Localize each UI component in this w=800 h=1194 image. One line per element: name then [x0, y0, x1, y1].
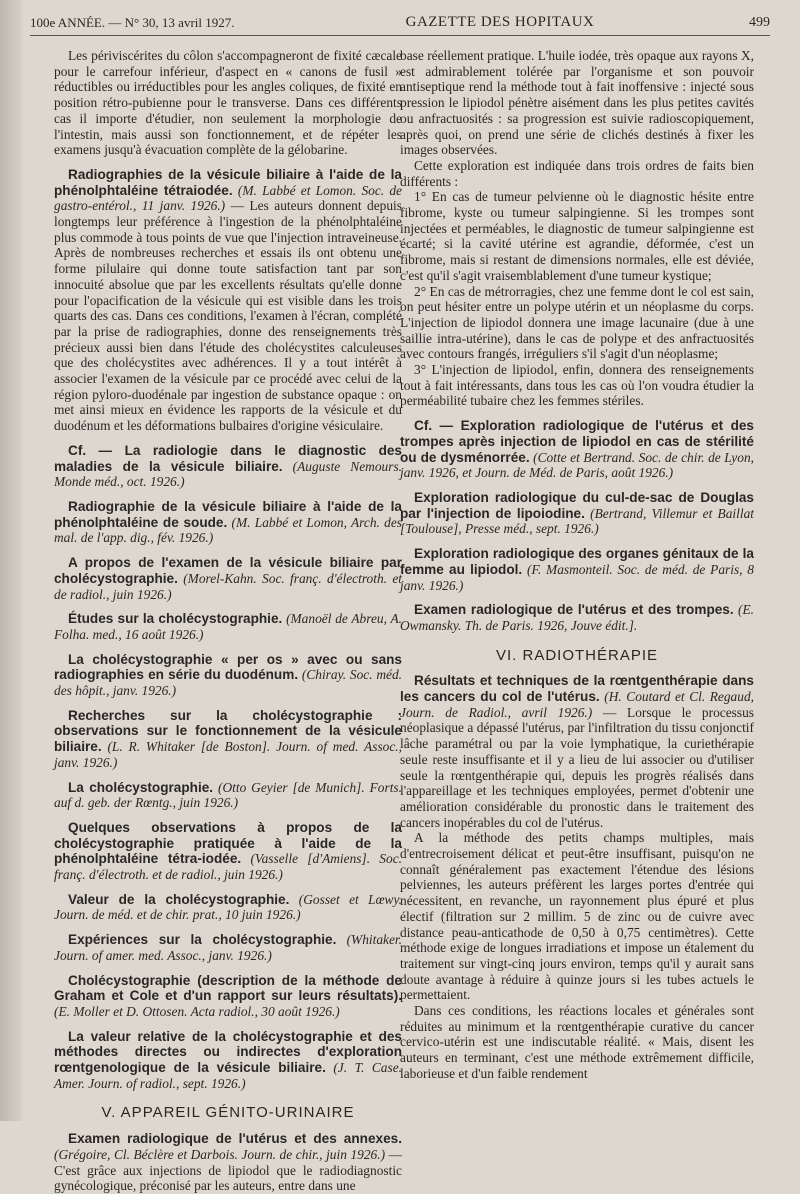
paragraph: Dans ces conditions, les réactions locales et générales sont réduites au minimum et la rœntgenthérapie curative du cancer cervico-utérin est une indiscutable réalité. « Mais, disent les auteurs en terminant, c'est une méthode extrêmement difficile, laborieuse et d'un faible rendement	[400, 1003, 754, 1081]
issue-info: 100e ANNÉE. — N° 30, 13 avril 1927.	[30, 15, 235, 30]
reference-citation: (J. T. Case. Amer. Journ. of radiol., sept. 1926.)	[54, 1060, 402, 1091]
list-item: 3° L'injection de lipiodol, enfin, donnera des renseignements tout à fait intéressants, dans tous les cas où l'on voudra étudier la perméabilité tubaire chez les femmes stériles.	[400, 362, 754, 409]
reference-item	[400, 602, 754, 633]
entry-title: Radiographies de la vésicule biliaire à l'aide de la phénolphtaléine tétraiodée.	[54, 166, 402, 198]
reference-citation: (Vasselle [d'Amiens]. Soc. franç. d'électroth. et de radiol., juin 1926.)	[54, 851, 402, 883]
reference-item	[54, 652, 402, 699]
page-fold-shadow	[0, 0, 22, 1121]
reference-item	[54, 611, 402, 642]
entry-ref: (M. Labbé et Lomon. Soc. de gastro-entérol., 11 janv. 1926.)	[54, 182, 402, 214]
paragraph: A la méthode des petits champs multiples, mais d'entrecroisement délicat et peut-être insuffisant, puisqu'on ne connaît généralement pas exactement l'étendue des lésions pelviennes, les auteurs préfèrent les larges portes d'entrée qui nécessitent, en revanche, un rayonnement plus épuré et plus électif (filtration sur 2 millim. 5 de zinc ou de cuivre avec distance peau-anticathode de 0,50 à 0,75 centimètres). Cette méthode exige de longues irradiations et impose un étalement du traitement sur vingt-cinq jours environ, temps qu'il y aurait sans doute avantage à réduire à quinze jours si les tubes actuels le permettaient.	[400, 830, 754, 1003]
reference-citation: (Gosset et Lœwy. Journ. de méd. et de chir. prat., 10 juin 1926.)	[54, 891, 403, 923]
reference-citation: (F. Masmonteil. Soc. de méd. de Paris, 8 janv. 1926.)	[400, 561, 754, 593]
entry-title: Résultats et techniques de la rœntgenthérapie dans les cancers du col de l'utérus.	[400, 673, 754, 705]
reference-title: La cholécystographie « per os » avec ou sans radiographies en série du duodénum.	[54, 651, 402, 683]
reference-citation: (E. Moller et D. Ottosen. Acta radiol., 30 août 1926.)	[54, 1003, 340, 1019]
reference-title: La valeur relative de la cholécystographie et des méthodes directes ou indirectes d'exploration rœntgenologique de la vésicule biliaire.	[54, 1028, 402, 1076]
reference-citation: (M. Labbé et Lomon, Arch. des mal. de l'app. dig., fév. 1926.)	[54, 514, 402, 546]
reference-item	[54, 708, 402, 771]
reference-item	[54, 499, 402, 546]
reference-item	[400, 490, 754, 537]
reference-citation: (Otto Geyier [de Munich]. Forts. auf d. geb. der Rœntg., juin 1926.)	[54, 779, 402, 811]
entry-uterus-annexes	[54, 1131, 402, 1194]
reference-item	[400, 546, 754, 593]
reference-title: Études sur la cholécystographie.	[68, 611, 283, 627]
reference-citation: (Chiray. Soc. méd. des hôpit., janv. 1926.)	[54, 667, 402, 699]
entry-title: Cf. — La radiologie dans le diagnostic des maladies de la vésicule biliaire.	[54, 442, 402, 474]
reference-item	[54, 1029, 402, 1092]
section-heading-radiotherapie: VI. RADIOTHÉRAPIE	[495, 646, 659, 664]
reference-citation: (Manoël de Abreu, A. Folha. med., 16 août 1926.)	[54, 611, 402, 642]
reference-citation: (Bertrand, Villemur et Baillat [Toulouse], Presse méd., sept. 1926.)	[400, 505, 754, 537]
reference-title: Cf. — Exploration radiologique de l'utérus et des trompes après injection de lipiodol en cas de stérilité ou de dysménorrée.	[400, 418, 754, 465]
reference-citation: (Morel-Kahn. Soc. franç. d'électroth. et de radiol., juin 1926.)	[54, 570, 402, 602]
list-item: 1° En cas de tumeur pelvienne où le diagnostic hésite entre fibrome, kyste ou tumeur salpingienne. Si les trompes sont injectées et perméables, le diagnostic de tumeur salpingienne est écarté; si la cavité utérine est agrandie, déformée, c'est un fibrome, mais si restant de dimensions normales, elle est déviée, c'est qu'il s'agit vraisemblablement d'une tumeur kystique;	[400, 189, 754, 283]
entry-ref: (H. Coutard et Cl. Regaud, Journ. de Radiol., avril 1926.)	[400, 689, 754, 720]
reference-item	[400, 418, 754, 481]
reference-title: Cholécystographie (description de la méthode de Graham et Cole et d'un rapport sur leurs résultats).	[54, 972, 402, 1004]
reference-item	[54, 932, 402, 963]
reference-item	[54, 555, 402, 602]
paragraph: Cette exploration est indiquée dans trois ordres de faits bien différents :	[400, 157, 754, 189]
entry-text: — Les auteurs donnent depuis longtemps leur préférence à l'ingestion de la phénolphtaléine plus commode à tous points de vue que l'injection intraveineuse. Après de nombreuses recherches et essais ils ont obtenu une forme pilulaire qui donne toute satisfaction tant par son innocuité absolue que par les excellents résultats qu'elle donne pour l'opacification de la vésicule qui est visible dans les trois quarts des cas. Dans ces conditions, l'examen à l'écran, complété par la prise de radiographies, donne des renseignements très précieux aussi bien dans l'étude des cholécystites calculeuses que des cholécystites avec adhérences. Il y a tout intérêt à associer l'examen de la vésicule par ce procédé avec celui de la région pyloro-duodénale par ingestion de substance opaque : on met ainsi mieux en évidence les rapports de la vésicule et du duodénum et les déformations bulbaires d'origine vésiculaire.	[54, 198, 402, 434]
entry-ref: (Auguste Nemours. Monde méd., oct. 1926.)	[54, 458, 402, 490]
running-header	[30, 0, 770, 36]
entry-ref: (Grégoire, Cl. Béclère et Darbois. Journ. de chir., juin 1926.)	[54, 1146, 386, 1162]
reference-item	[54, 820, 402, 883]
reference-title: Expériences sur la cholécystographie.	[68, 932, 337, 948]
reference-title: Quelques observations à propos de la cholécystographie pratiquée à l'aide de la phénolphtaléine tétra-iodée.	[54, 819, 402, 867]
right-column	[400, 48, 754, 1082]
reference-citation: (L. R. Whitaker [de Boston]. Journ. of med. Assoc., janv. 1926.)	[54, 739, 402, 770]
reference-citation: (E. Owmansky. Th. de Paris. 1926, Jouve édit.].	[400, 602, 754, 633]
page-number: 499	[749, 15, 770, 30]
entry-roentgentherapie	[400, 673, 754, 830]
list-item: 2° En cas de métrorragies, chez une femme dont le col est sain, on peut hésiter entre un polype utérin et un néoplasme du corps. L'injection de lipiodol donnera une image lacunaire (due à une saillie intra-utérine), dans le cas de polype et des anfractuosités avec contours frangés, irréguliers s'il s'agit d'un néoplasme;	[400, 283, 754, 362]
reference-item	[54, 780, 402, 811]
reference-title: La cholécystographie.	[68, 779, 214, 795]
reference-item	[54, 973, 402, 1020]
entry-text: — Lorsque le processus néoplasique a dépassé l'utérus, par l'infiltration du tissu conjonctif lâche paramétral ou par la voie lymphatique, la curiethérapie seule reste insuffisante et il y a lieu de lui associer ou d'utiliser seule la rœntgenthérapie qui, depuis les progrès réalisés dans l'appareillage et les techniques employées, permet d'obtenir une amélioration considérable du pronostic dans le traitement des cancers inopérables du col de l'utérus.	[400, 704, 754, 830]
journal-title: GAZETTE DES HOPITAUX	[405, 14, 595, 30]
reference-item	[54, 892, 402, 923]
reference-title: A propos de l'examen de la vésicule biliaire par cholécystographie.	[54, 555, 402, 586]
reference-title: Exploration radiologique des organes génitaux de la femme au lipiodol.	[400, 546, 754, 577]
reference-title: Exploration radiologique du cul-de-sac de Douglas par l'injection de lipoiodine.	[400, 489, 754, 521]
continuation-paragraph: base réellement pratique. L'huile iodée, très opaque aux rayons X, est admirablement tolérée par l'organisme et son pouvoir antiseptique rend la méthode tout à fait inoffensive : injecté sous pression le lipiodol pénètre aisément dans les plus petites cavités ou anfractuosités : sa progression est suivie radioscopiquement, après quoi, on prend une série de clichés destinés à fixer les images observées.	[400, 48, 754, 158]
left-column	[54, 48, 402, 1194]
intro-paragraph: Les périviscérites du côlon s'accompagneront de fixité cæcale pour le carrefour inférieur, d'aspect en « canons de fusil » réductibles ou irréductibles pour les angles coliques, de fixité en position rétro-pubienne pour le transverse. Dans ces différents cas il importe d'étudier, non seulement la morphologie de l'intestin, mais aussi son fonctionnement, et de répéter les examens jusqu'à évacuation complète de la gélobarine.	[54, 48, 402, 158]
entry-title: Examen radiologique de l'utérus et des annexes.	[68, 1131, 402, 1147]
reference-title: Recherches sur la cholécystographie : observations sur le fonctionnement de la vésicule biliaire.	[54, 707, 402, 755]
reference-title: Examen radiologique de l'utérus et des trompes.	[414, 602, 734, 618]
reference-list	[400, 418, 754, 633]
entry-text: — C'est grâce aux injections de lipiodol que le radiodiagnostic gynécologique, préconisé par les auteurs, entre dans une	[54, 1146, 402, 1194]
reference-title: Valeur de la cholécystographie.	[68, 891, 290, 907]
reference-title: Radiographie de la vésicule biliaire à l'aide de la phénolphtaléine de soude.	[54, 498, 402, 530]
reference-citation: (Whitaker. Journ. of amer. med. Assoc., janv. 1926.)	[54, 932, 402, 963]
reference-list	[54, 499, 402, 1092]
entry-cf-vesicule	[54, 443, 402, 490]
entry-phenolphtaleine	[54, 167, 402, 434]
reference-citation: (Cotte et Bertrand. Soc. de chir. de Lyon, janv. 1926, et Journ. de Méd. de Paris, août 1926.)	[400, 449, 754, 481]
section-heading-genito-urinaire: V. APPAREIL GÉNITO-URINAIRE	[101, 1104, 355, 1122]
